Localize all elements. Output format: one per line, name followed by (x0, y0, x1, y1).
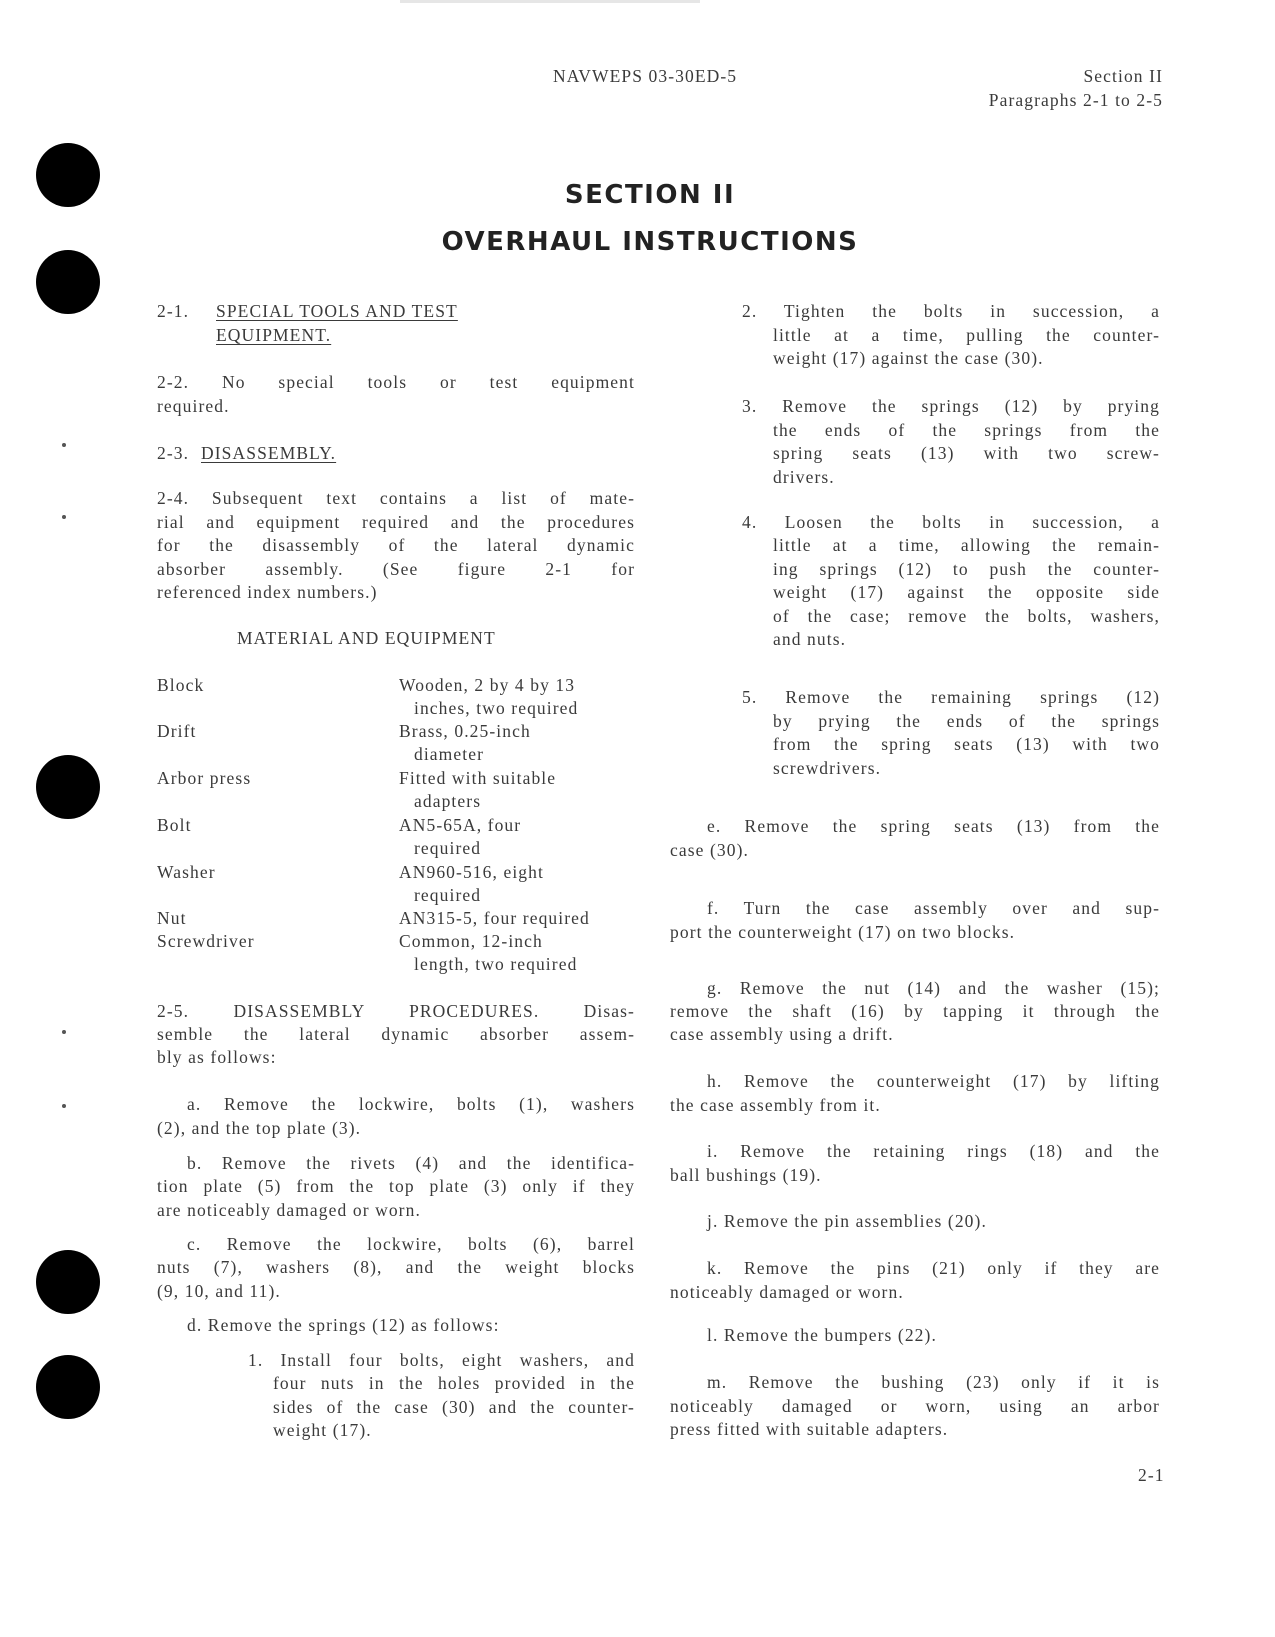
scan-dot (62, 1104, 66, 1108)
text-line: 2-4. Subsequent text contains a list of mate- (157, 488, 635, 508)
text-line: m. Remove the bushing (23) only if it is (707, 1372, 1160, 1392)
text-line: h. Remove the counterweight (17) by lifting (707, 1071, 1160, 1091)
text-line: ing springs (12) to push the counter- (773, 558, 1160, 579)
text-line: c. Remove the lockwire, bolts (6), barrel (187, 1234, 635, 1254)
text-line: rial and equipment required and the procedures (157, 511, 635, 532)
text-line: l. Remove the bumpers (22). (707, 1325, 937, 1345)
material-item: Arbor press (157, 768, 252, 788)
text-line: spring seats (13) with two screw- (773, 443, 1160, 463)
text-line: e. Remove the spring seats (13) from the (707, 816, 1160, 836)
text-line: tion plate (5) from the top plate (3) only if they (157, 1176, 635, 1197)
material-description: AN960-516, eight (399, 862, 544, 882)
scan-dot (62, 443, 66, 447)
text-line: for the disassembly of the lateral dynamic (157, 535, 635, 555)
text-line: from the spring seats (13) with two (773, 734, 1160, 754)
document-number: NAVWEPS 03-30ED-5 (553, 66, 738, 86)
material-description: AN315-5, four required (399, 908, 590, 928)
text-line: sides of the case (30) and the counter- (273, 1396, 635, 1417)
scan-artifact (400, 0, 700, 3)
binder-hole (36, 1250, 100, 1314)
text-line: f. Turn the case assembly over and sup- (707, 898, 1160, 918)
text-line: weight (17) against the case (30). (773, 348, 1044, 368)
text-line: 2-5. DISASSEMBLY PROCEDURES. Disas- (157, 1001, 635, 1021)
text-line: 1. Install four bolts, eight washers, and (248, 1350, 635, 1370)
text-line: and nuts. (773, 629, 847, 649)
paragraph-range: Paragraphs 2-1 to 2-5 (988, 90, 1163, 110)
material-description: Fitted with suitable (399, 768, 557, 788)
binder-hole (36, 1355, 100, 1419)
text-line: by prying the ends of the springs (773, 710, 1160, 731)
text-line: port the counterweight (17) on two blocks. (670, 921, 1016, 942)
section-label: Section II (1083, 66, 1163, 86)
text-line: b. Remove the rivets (4) and the identifica- (187, 1153, 635, 1173)
material-description: Brass, 0.25-inch (399, 721, 531, 741)
material-item: Bolt (157, 815, 192, 835)
material-description: AN5-65A, four (399, 815, 522, 835)
heading-2-3-number: 2-3. (157, 443, 190, 463)
text-line: absorber assembly. (See figure 2-1 for (157, 558, 635, 579)
heading-2-1-cont: EQUIPMENT. (216, 325, 332, 345)
text-line: case (30). (670, 839, 750, 860)
section-subtitle: OVERHAUL INSTRUCTIONS (441, 227, 859, 257)
binder-hole (36, 250, 100, 314)
text-line: case assembly using a drift. (670, 1024, 894, 1045)
text-line: 4. Loosen the bolts in succession, a (742, 512, 1160, 532)
text-line: the case assembly from it. (670, 1094, 881, 1115)
text-line: (9, 10, and 11). (157, 1280, 281, 1301)
text-line: ball bushings (19). (670, 1164, 822, 1185)
text-line: screwdrivers. (773, 757, 882, 778)
text-line: the ends of the springs from the (773, 419, 1160, 440)
scan-dot (62, 1030, 66, 1034)
text-line: 2-2. No special tools or test equipment (157, 372, 635, 392)
text-line: required. (157, 395, 230, 416)
material-item: Block (157, 675, 205, 695)
text-line: weight (17). (273, 1419, 372, 1440)
material-table-title: MATERIAL AND EQUIPMENT (237, 628, 496, 648)
text-line: (2), and the top plate (3). (157, 1117, 362, 1138)
material-item: Screwdriver (157, 931, 255, 951)
text-line: k. Remove the pins (21) only if they are (707, 1258, 1160, 1278)
text-line: 3. Remove the springs (12) by prying (742, 396, 1160, 416)
material-item: Nut (157, 908, 187, 928)
text-line: i. Remove the retaining rings (18) and the (707, 1141, 1160, 1161)
text-line: referenced index numbers.) (157, 582, 378, 602)
text-line: noticeably damaged or worn, using an arbor (670, 1395, 1160, 1416)
text-line: d. Remove the springs (12) as follows: (187, 1315, 500, 1335)
text-line: remove the shaft (16) by tapping it through the (670, 1001, 1160, 1022)
heading-2-1: SPECIAL TOOLS AND TEST (216, 301, 458, 321)
text-line: four nuts in the holes provided in the (273, 1373, 635, 1394)
heading-2-3: DISASSEMBLY. (201, 443, 337, 463)
text-line: noticeably damaged or worn. (670, 1281, 904, 1302)
material-description: adapters (414, 791, 482, 812)
material-description: length, two required (414, 954, 578, 975)
material-description: diameter (414, 744, 485, 765)
text-line: drivers. (773, 466, 835, 487)
text-line: 5. Remove the remaining springs (12) (742, 687, 1160, 707)
material-item: Washer (157, 862, 216, 882)
text-line: g. Remove the nut (14) and the washer (15); (707, 978, 1160, 998)
text-line: j. Remove the pin assemblies (20). (707, 1211, 987, 1231)
material-description: required (414, 885, 482, 906)
text-line: little at a time, pulling the counter- (773, 324, 1160, 345)
text-line: little at a time, allowing the remain- (773, 535, 1160, 556)
text-line: bly as follows: (157, 1047, 277, 1068)
material-description: inches, two required (414, 698, 579, 719)
text-line: of the case; remove the bolts, washers, (773, 605, 1160, 626)
material-description: Wooden, 2 by 4 by 13 (399, 675, 576, 695)
material-description: Common, 12-inch (399, 931, 543, 951)
material-description: required (414, 838, 482, 859)
binder-hole (36, 755, 100, 819)
text-line: are noticeably damaged or worn. (157, 1199, 421, 1220)
text-line: 2. Tighten the bolts in succession, a (742, 301, 1160, 321)
material-item: Drift (157, 721, 197, 741)
text-line: semble the lateral dynamic absorber assem- (157, 1024, 635, 1045)
text-line: nuts (7), washers (8), and the weight blocks (157, 1257, 635, 1278)
page-number: 2-1 (1138, 1465, 1165, 1485)
text-line: press fitted with suitable adapters. (670, 1419, 949, 1439)
text-line: a. Remove the lockwire, bolts (1), washers (187, 1094, 635, 1114)
text-line: weight (17) against the opposite side (773, 582, 1160, 603)
heading-2-1-number: 2-1. (157, 301, 190, 321)
scan-dot (62, 515, 66, 519)
section-title: SECTION II (564, 180, 736, 210)
